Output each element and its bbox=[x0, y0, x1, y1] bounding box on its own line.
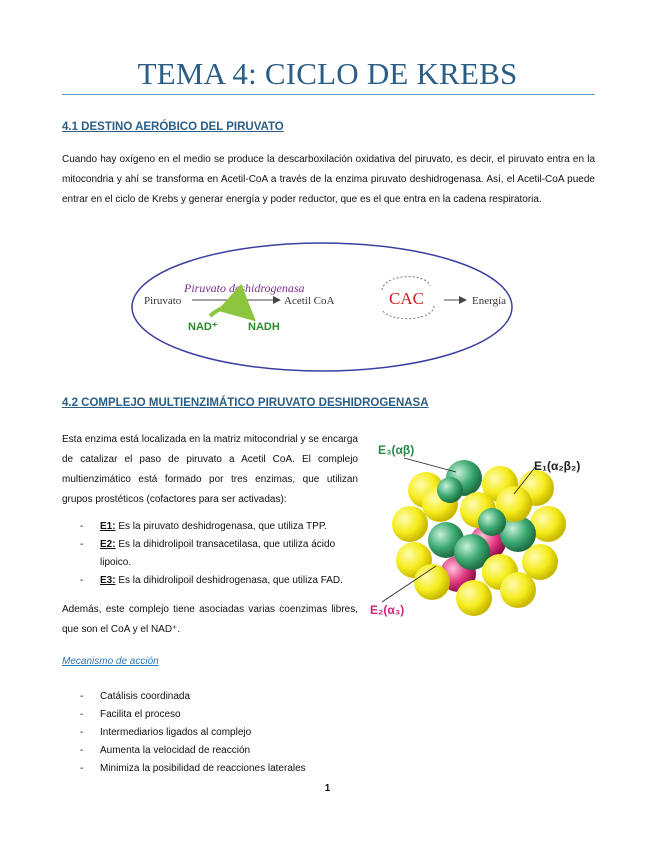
list-item: - Aumenta la velocidad de reacción bbox=[80, 745, 251, 756]
paragraph-complejo: Esta enzima está localizada en la matriz mitocondrial y se encarga de catalizar el paso de piruvato a Acetil CoA. El complejo multienzimático está formado por tres enzimas, que utilizan grupos prostéticos (cofactores para ser activadas): bbox=[62, 434, 358, 505]
substrate-label: Piruvato bbox=[144, 295, 182, 307]
list-item: - E1: Es la piruvato deshidrogenasa, que utiliza TPP. bbox=[80, 521, 327, 532]
nadh-label: NADH bbox=[248, 321, 280, 333]
mechanism-list bbox=[80, 688, 306, 778]
e1-label: E₁(α₂β₂) bbox=[534, 459, 581, 473]
pdh-complex-figure bbox=[368, 432, 600, 624]
e2-label: E₂(α₃) bbox=[370, 603, 405, 617]
e3-label: E₃(αβ) bbox=[378, 443, 415, 457]
list-item: - E3: Es la dihidrolipoil deshidrogenasa, que utiliza FAD. bbox=[80, 575, 343, 586]
enzyme-list bbox=[80, 518, 360, 590]
pyruvate-reaction-diagram bbox=[130, 240, 515, 375]
cac-label: CAC bbox=[389, 289, 424, 308]
mechanism-heading: Mecanismo de acción bbox=[62, 656, 159, 667]
page-title: TEMA 4: CICLO DE KREBS bbox=[137, 56, 518, 91]
diagram-ellipse bbox=[132, 243, 512, 371]
page-number: 1 bbox=[324, 783, 331, 794]
list-item: - Intermediarios ligados al complejo bbox=[80, 727, 252, 738]
list-item: - Catálisis coordinada bbox=[80, 691, 191, 702]
paragraph-coenzimas: Además, este complejo tiene asociadas varias coenzimas libres, que son el CoA y el NAD⁺. bbox=[62, 604, 358, 635]
section-heading-complejo: 4.2 COMPLEJO MULTIENZIMÁTICO PIRUVATO DESHIDROGENASA bbox=[62, 397, 429, 409]
list-item: - Facilita el proceso bbox=[80, 709, 181, 720]
title-divider bbox=[62, 94, 595, 95]
e3-pointer bbox=[404, 458, 456, 472]
section-heading-destino: 4.1 DESTINO AERÓBICO DEL PIRUVATO bbox=[62, 121, 284, 133]
cofactor-arrow bbox=[210, 307, 250, 316]
list-item: - E2: Es la dihidrolipoil transacetilasa, que utiliza ácido lipoico. bbox=[80, 539, 336, 568]
energy-label: Energía bbox=[472, 295, 507, 307]
paragraph-destino: Cuando hay oxígeno en el medio se produce la descarboxilación oxidativa del piruvato, es decir, el piruvato entra en la mitocondria y ahí se transforma en Acetil-CoA a través de la enzima piruvato deshidrogenasa. Así, el Acetil-CoA puede entrar en el ciclo de Krebs y generar energía y poder reductor, que es el que entra en la cadena respiratoria. bbox=[62, 154, 595, 205]
enzyme-label: Piruvato deshidrogenasa bbox=[184, 281, 305, 295]
product-label: Acetil CoA bbox=[284, 295, 335, 307]
protein-spheres bbox=[392, 460, 566, 616]
list-item: - Minimiza la posibilidad de reacciones laterales bbox=[80, 763, 306, 774]
nad-label: NAD⁺ bbox=[188, 321, 218, 333]
